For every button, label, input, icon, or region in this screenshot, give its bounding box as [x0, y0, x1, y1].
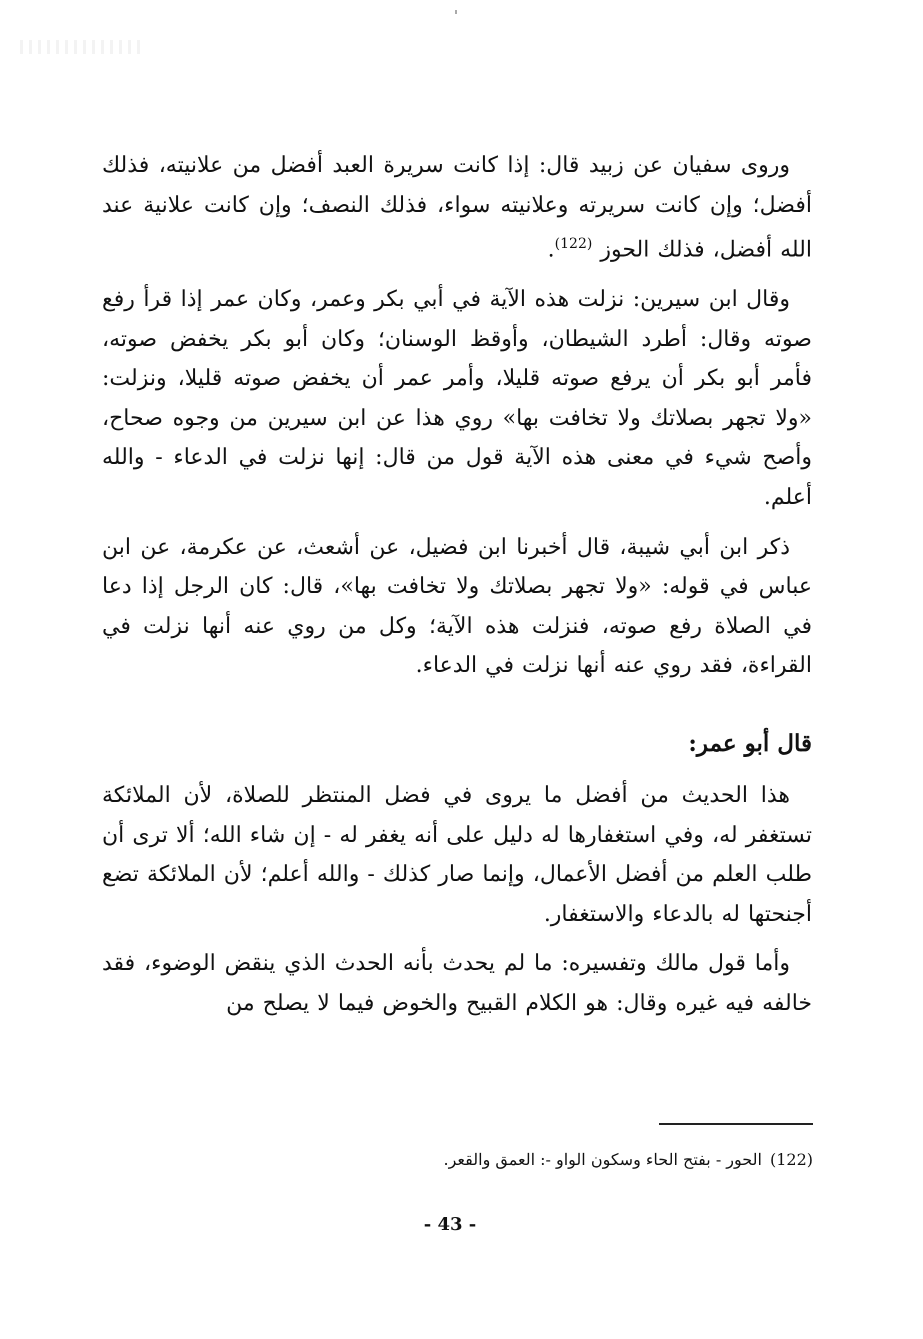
paragraph-3 [102, 528, 812, 686]
paragraph-text: وأما قول مالك وتفسيره: ما لم يحدث بأنه الحدث الذي ينقض الوضوء، فقد خالفه فيه غيره وقال: هو الكلام القبيح والخوض فيما لا يصلح من [102, 951, 812, 1017]
paragraph-text: وقال ابن سيرين: نزلت هذه الآية في أبي بكر وعمر، وكان عمر إذا قرأ رفع صوته وقال: أطرد الشيطان، وأوقظ الوسنان؛ وكان أبو بكر يخفض صوته، فأمر أبو بكر أن يرفع صوته قليلا، وأمر عمر أن يخفض صوته قليلا، ونزلت: «ولا تجهر بصلاتك ولا تخافت بها» روي هذا عن ابن سيرين من وجوه صحاح، وأصح شيء في معنى هذه الآية قول من قال: إنها نزلت في الدعاء - والله أعلم. [102, 287, 812, 511]
paragraph-text: وروى سفيان عن زبيد قال: إذا كانت سريرة العبد أفضل من علانيته، فذلك أفضل؛ وإن كانت سريرته وعلانيته سواء، فذلك النصف؛ وإن كانت علانية عند الله أفضل، فذلك الحوز [102, 153, 812, 263]
footnote [313, 1148, 813, 1172]
main-text [102, 146, 812, 1034]
paragraph-5 [102, 944, 812, 1023]
paragraph-4 [102, 776, 812, 934]
paragraph-2 [102, 280, 812, 518]
footnote-divider [659, 1123, 813, 1125]
paragraph-text: ذكر ابن أبي شيبة، قال أخبرنا ابن فضيل، عن أشعث، عن عكرمة، عن ابن عباس في قوله: «ولا تجهر بصلاتك ولا تخافت بها»، قال: كان الرجل إذا دعا في الصلاة رفع صوته، فنزلت هذه الآية؛ وكل من روي عنه أنها نزلت في القراءة، فقد روي عنه أنها نزلت في الدعاء. [102, 534, 812, 679]
paragraph-1 [102, 146, 812, 270]
paragraph-tail: . [547, 237, 555, 263]
page-number: - 43 - [423, 1214, 477, 1235]
footnote-number: (122) [769, 1150, 813, 1169]
footnote-text: الحور - بفتح الحاء وسكون الواو -: العمق والقعر. [443, 1150, 762, 1169]
scan-artifact [20, 40, 140, 54]
footnote-reference: (122) [554, 236, 593, 253]
section-heading: قال أبو عمر: [688, 730, 812, 758]
scan-artifact [455, 10, 457, 14]
paragraph-text: هذا الحديث من أفضل ما يروى في فضل المنتظر للصلاة، لأن الملائكة تستغفر له، وفي استغفارها له دليل على أنه يغفر له - إن شاء الله؛ ألا ترى أن طلب العلم من أفضل الأعمال، وإنما صار كذلك - والله أعلم؛ لأن الملائكة تضع أجنحتها له بالدعاء والاستغفار. [102, 783, 812, 927]
